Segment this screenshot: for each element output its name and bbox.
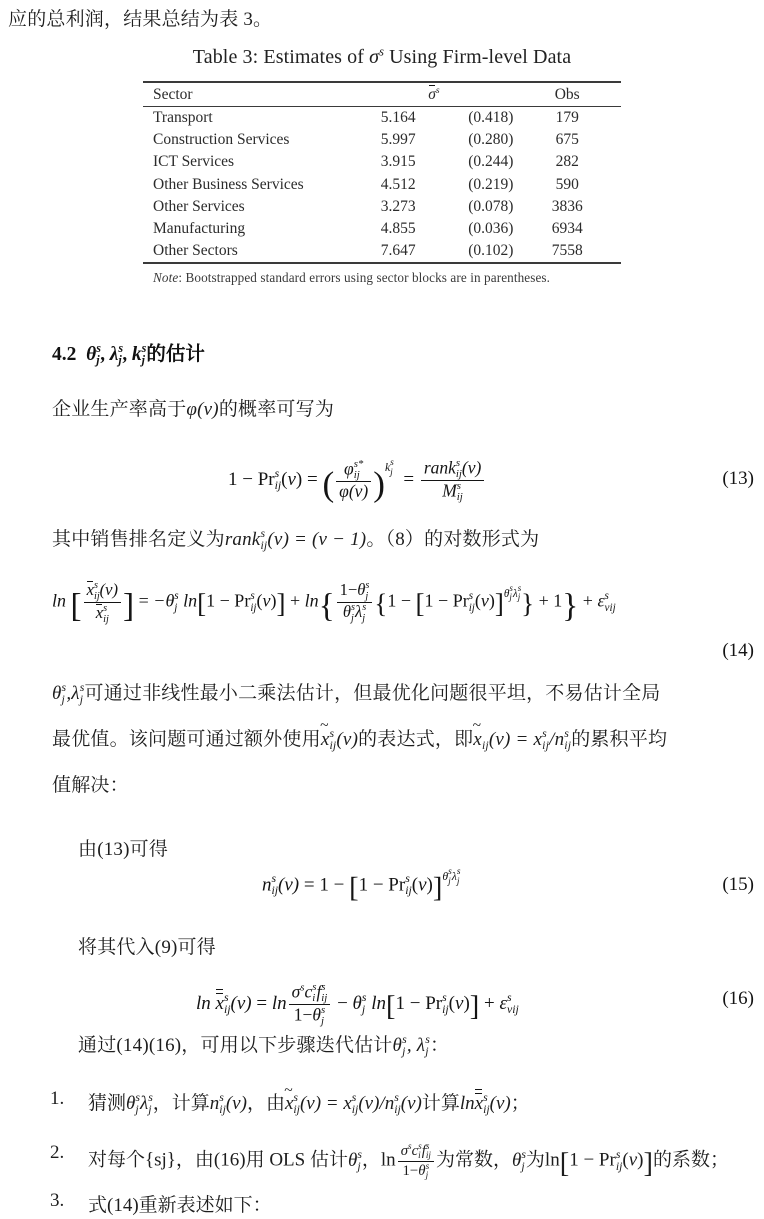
table-note	[143, 264, 621, 286]
list-item-2-number: 2.	[50, 1142, 65, 1163]
table-row	[143, 129, 621, 151]
table-caption-prefix: Table 3: Estimates of	[192, 46, 370, 68]
paragraph-4: 由(13)可得	[78, 839, 169, 860]
table-row	[143, 174, 621, 196]
paragraph-2-head: 其中销售排名定义为	[52, 529, 225, 550]
equation-16: ln x s ij (v) = ln $\sigma^sc$ s i f s ij 1−θ s j − θ s j ln[1 − Pr s ij (v)] + ε s vij	[196, 981, 519, 1028]
list-item-1-e: ；	[510, 1093, 530, 1114]
paragraph-3-line-1-text: 可通过非线性最小二乘法估计，但最优化问题很平坦，不易估计全局	[84, 683, 661, 704]
section-heading	[52, 338, 205, 367]
cell-sector: Manufacturing	[153, 219, 246, 237]
paragraph-1-tail: 的概率可写为	[218, 399, 335, 420]
cell-estimate: 5.997	[380, 131, 416, 149]
list-item-1-c: ，由	[246, 1093, 285, 1114]
cell-sector: Transport	[153, 109, 213, 127]
cell-estimate: 5.164	[380, 109, 416, 127]
table-row	[143, 218, 621, 240]
cell-standard-error: (0.219)	[468, 175, 514, 193]
list-item-2-c: 为常数，	[435, 1149, 512, 1171]
column-header-sector: Sector	[153, 85, 193, 103]
estimate-symbol: σ	[428, 86, 436, 103]
table-caption	[0, 46, 764, 69]
table-row	[143, 107, 621, 130]
table-caption-symbol: σ	[369, 46, 380, 68]
paragraph-3-line-3: 值解决：	[52, 775, 129, 796]
cell-standard-error: (0.102)	[468, 241, 514, 259]
equation-14: ln [ x s ij (v) x s ij ] = −θ s j ln[1 − Pr s ij (v)] + ln{ 1−θ s j θ s j λ s j {1 − [1 − Pr s ij (v)]$^{\theta s j \lambda s j}$ } + 1} + ε s vij	[52, 580, 616, 625]
table-3-block	[0, 46, 764, 286]
section-title-math: θ s j , λ s j , k s j	[86, 340, 147, 368]
list-item-1-b: ，计算	[152, 1093, 210, 1114]
paragraph-2: 其中销售排名定义为rank s ij (v) = (v − 1)。（8）的对数形式为	[52, 527, 540, 553]
list-item-1: 猜测θ s j λ s j ，计算n s ij (v)，由~ x s ij (v) = x s ij (v)/n s ij (v)计算lnx s ij (v)；	[88, 1088, 530, 1116]
cell-standard-error: (0.036)	[468, 219, 514, 237]
paragraph-3-line-2-head: 最优值。该问题可通过额外使用	[52, 729, 321, 750]
paragraph-1	[52, 396, 334, 424]
cell-sector: Other Business Services	[153, 175, 304, 193]
cell-obs: 282	[555, 153, 579, 171]
intro-paragraph: 应的总利润，结果总结为表 3。	[8, 9, 273, 30]
list-item-1-d: 计算	[421, 1093, 460, 1114]
list-item-2-e: 的系数；	[652, 1149, 729, 1171]
cell-standard-error: (0.244)	[468, 153, 514, 171]
equation-15-number: (15)	[722, 874, 754, 895]
table-note-text: : Bootstrapped standard errors using sector blocks are in parentheses.	[178, 270, 551, 286]
cell-standard-error: (0.078)	[468, 197, 514, 215]
column-header-estimate	[355, 82, 514, 107]
table-header-row	[143, 82, 621, 107]
table-row	[143, 151, 621, 173]
paragraph-1-head: 企业生产率高于	[52, 399, 187, 420]
paragraph-2-tail: 。（8）的对数形式为	[366, 529, 540, 550]
list-item-3	[88, 1190, 272, 1217]
list-item-2-d: 为ln	[525, 1149, 560, 1171]
cell-sector: Other Sectors	[153, 241, 238, 259]
section-number: 4.2	[52, 344, 77, 365]
equation-13-number: (13)	[722, 468, 754, 489]
table-caption-symbol-sup: s	[379, 44, 385, 59]
cell-obs: 6934	[551, 219, 583, 237]
table-row	[143, 240, 621, 262]
cell-sector: ICT Services	[153, 153, 235, 171]
cell-obs: 7558	[551, 241, 583, 259]
table-body	[143, 107, 621, 262]
list-item-1-a: 猜测	[88, 1093, 127, 1114]
section-title-suffix: 的估计	[146, 344, 205, 365]
table-3	[143, 81, 621, 262]
cell-obs: 179	[555, 109, 579, 127]
cell-obs: 590	[555, 175, 579, 193]
list-item-1-number: 1.	[50, 1088, 65, 1109]
estimate-symbol-sup: s	[435, 84, 440, 96]
column-header-obs: Obs	[554, 85, 580, 103]
cell-sector: Construction Services	[153, 131, 290, 149]
table-head	[143, 82, 621, 107]
cell-standard-error: (0.280)	[468, 131, 514, 149]
equation-16-number: (16)	[722, 988, 754, 1009]
paragraph-6-tail: ：	[429, 1035, 450, 1056]
paragraph-3-line-2-mid: 的表达式，即	[358, 729, 474, 750]
list-item-3-a: 式(14)重新表述如下：	[88, 1195, 272, 1216]
paragraph-3-line-1: θ s j ,λ s j 可通过非线性最小二乘法估计，但最优化问题很平坦，不易估计全局	[52, 681, 661, 707]
cell-sector: Other Services	[153, 197, 245, 215]
phi-v-inline: φ(v)	[186, 399, 219, 420]
cell-estimate: 3.915	[380, 153, 416, 171]
cell-estimate: 4.512	[380, 175, 416, 193]
table-note-label: Note	[153, 270, 179, 286]
equation-14-number: (14)	[722, 640, 754, 661]
equation-13: 1 − Pr s ij (v) = ( φ s* ij φ(v) )$^{k s j}$ = rank s ij (v) M s ij	[228, 458, 486, 504]
cell-obs: 675	[555, 131, 579, 149]
list-item-3-number: 3.	[50, 1190, 65, 1211]
paragraph-6-head: 通过(14)(16)，可用以下步骤迭代估计	[78, 1035, 393, 1056]
list-item-2: 对每个{sj}，由(16)用 OLS 估计θ s j ，ln $\sigma^sc$ s i f s ij 1−θ s j 为常数，θ s j 为ln[1 − Pr s ij (v)]的系数；	[88, 1141, 729, 1181]
cell-estimate: 3.273	[380, 197, 416, 215]
paragraph-3-line-2: 最优值。该问题可通过额外使用~ x s ij (v)的表达式，即~ x ij (v) = x s ij /n s ij 的累积平均	[52, 726, 667, 754]
list-item-2-b: ，ln	[361, 1149, 396, 1171]
list-item-2-a: 对每个{sj}，由(16)用 OLS 估计	[88, 1149, 348, 1171]
table-caption-suffix: Using Firm-level Data	[384, 46, 572, 68]
paragraph-3-line-2-tail: 的累积平均	[571, 729, 668, 750]
paragraph-5: 将其代入(9)可得	[78, 937, 216, 958]
table-row	[143, 196, 621, 218]
paragraph-6: 通过(14)(16)，可用以下步骤迭代估计θ s j , λ s j ：	[78, 1033, 450, 1059]
cell-standard-error: (0.418)	[468, 109, 514, 127]
cell-estimate: 7.647	[380, 241, 416, 259]
cell-obs: 3836	[551, 197, 583, 215]
cell-estimate: 4.855	[380, 219, 416, 237]
equation-15: n s ij (v) = 1 − [1 − Pr s ij (v)]$^{\theta s j \lambda s j}$	[262, 867, 461, 904]
